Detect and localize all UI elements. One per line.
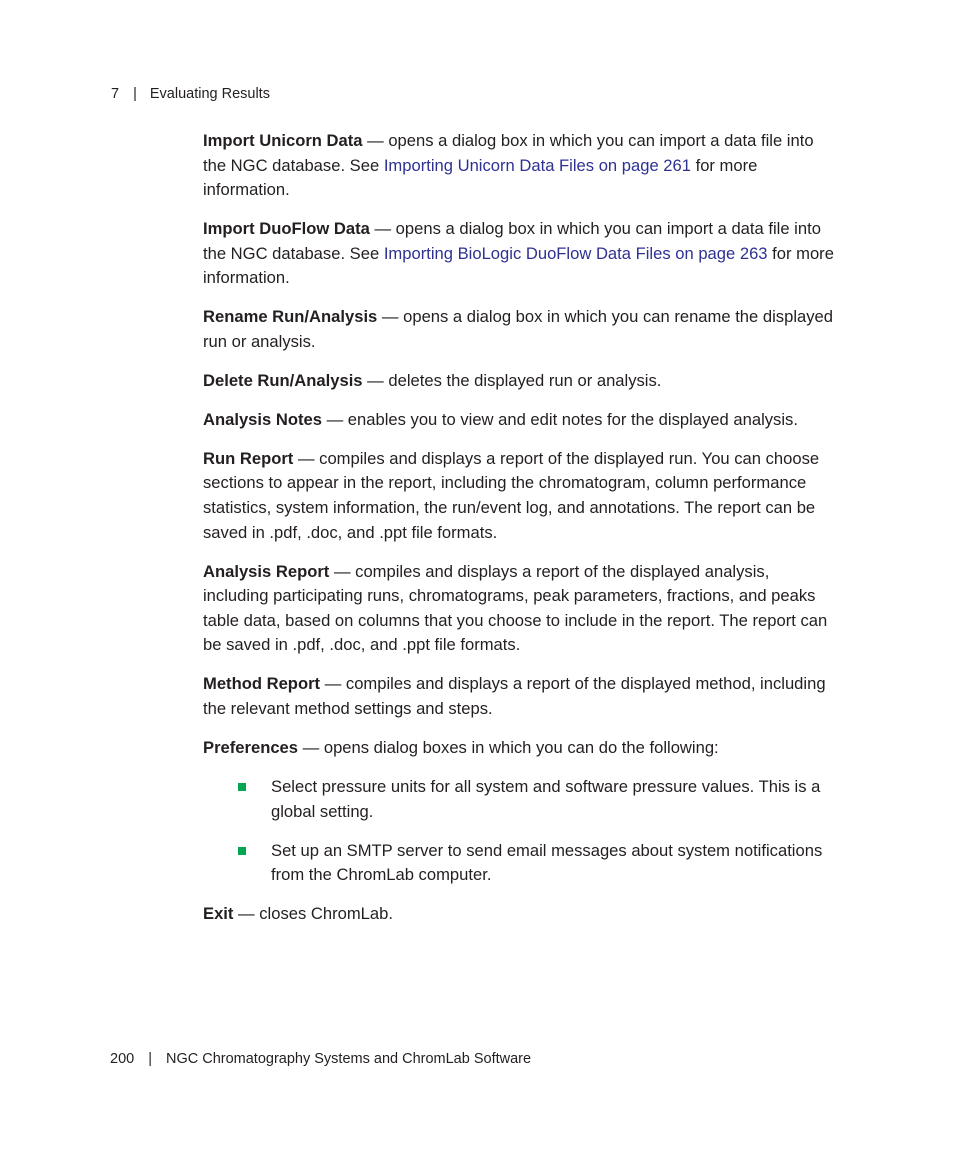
entry-text: for more information. — [203, 155, 758, 200]
entry-text: — opens a dialog box in which you can rename the displayed run or analysis. — [203, 307, 833, 351]
entry-text: — compiles and displays a report of the displayed method, including the relevant method settings and steps. — [203, 674, 826, 719]
cross-reference-link-unicorn[interactable]: Importing Unicorn Data Files on page 261 — [383, 155, 691, 175]
entry-term: Method Report — [203, 674, 321, 694]
entry-term: Delete Run/Analysis — [203, 370, 363, 390]
entry-text: — compiles and displays a report of the displayed analysis, including participating runs, chromatograms, peak parameters, fractions, and peaks table data, based on columns that you choose to include in the report. The report can be saved in .pdf, .doc, and .ppt file formats. — [203, 561, 828, 655]
bullet-item-pressure-units — [203, 775, 839, 824]
header-separator: | — [133, 86, 137, 102]
entry-term: Run Report — [203, 448, 294, 468]
entry-text: — compiles and displays a report of the displayed run. You can choose sections to appear in the report, including the chromatogram, column performance statistics, system information, the run/event log, and annotations. The report can be saved in .pdf, .doc, and .ppt file formats. — [203, 448, 820, 542]
entry-analysis-report — [203, 560, 839, 658]
footer-separator: | — [148, 1051, 152, 1067]
entry-analysis-notes — [203, 408, 839, 433]
entry-text: — deletes the displayed run or analysis. — [362, 370, 662, 390]
entry-text: for more information. — [203, 243, 834, 288]
chapter-title: Evaluating Results — [149, 86, 270, 102]
bullet-item-smtp-server — [203, 839, 839, 888]
entry-text: — opens a dialog box in which you can import a data file into the NGC database. See — [203, 219, 821, 263]
chapter-number: 7 — [111, 86, 120, 102]
entry-text: — enables you to view and edit notes for the displayed analysis. — [321, 409, 798, 429]
entry-term: Import DuoFlow Data — [203, 219, 370, 239]
running-header — [111, 86, 270, 102]
running-footer — [110, 1051, 531, 1067]
entry-term: Analysis Notes — [203, 409, 322, 429]
page-number: 200 — [110, 1051, 135, 1067]
bullet-text: Select pressure units for all system and software pressure values. This is a global setting. — [271, 776, 821, 821]
square-bullet-icon — [238, 847, 246, 855]
book-title: NGC Chromatography Systems and ChromLab Software — [165, 1051, 532, 1067]
entry-term: Exit — [203, 904, 234, 924]
page-body — [203, 129, 839, 941]
entry-run-report — [203, 447, 839, 545]
entry-text: — opens a dialog box in which you can import a data file into the NGC database. See — [203, 131, 814, 175]
entry-preferences — [203, 736, 839, 761]
entry-text: — opens dialog boxes in which you can do the following: — [298, 738, 719, 757]
entry-text: — closes ChromLab. — [233, 904, 393, 924]
entry-term: Analysis Report — [203, 561, 330, 581]
entry-rename-run-analysis — [203, 305, 839, 354]
entry-exit — [203, 902, 839, 927]
cross-reference-link-duoflow[interactable]: Importing BioLogic DuoFlow Data Files on page 263 — [383, 243, 768, 263]
entry-term: Import Unicorn Data — [203, 131, 363, 150]
entry-term: Preferences — [203, 738, 299, 757]
entry-term: Rename Run/Analysis — [203, 307, 378, 327]
entry-delete-run-analysis — [203, 369, 839, 394]
entry-method-report — [203, 672, 839, 721]
entry-import-unicorn-data — [203, 129, 839, 203]
bullet-text: Set up an SMTP server to send email messages about system notifications from the ChromLab computer. — [271, 840, 823, 885]
preferences-bullet-list — [203, 775, 839, 888]
entry-import-duoflow-data — [203, 217, 839, 291]
square-bullet-icon — [238, 783, 246, 791]
